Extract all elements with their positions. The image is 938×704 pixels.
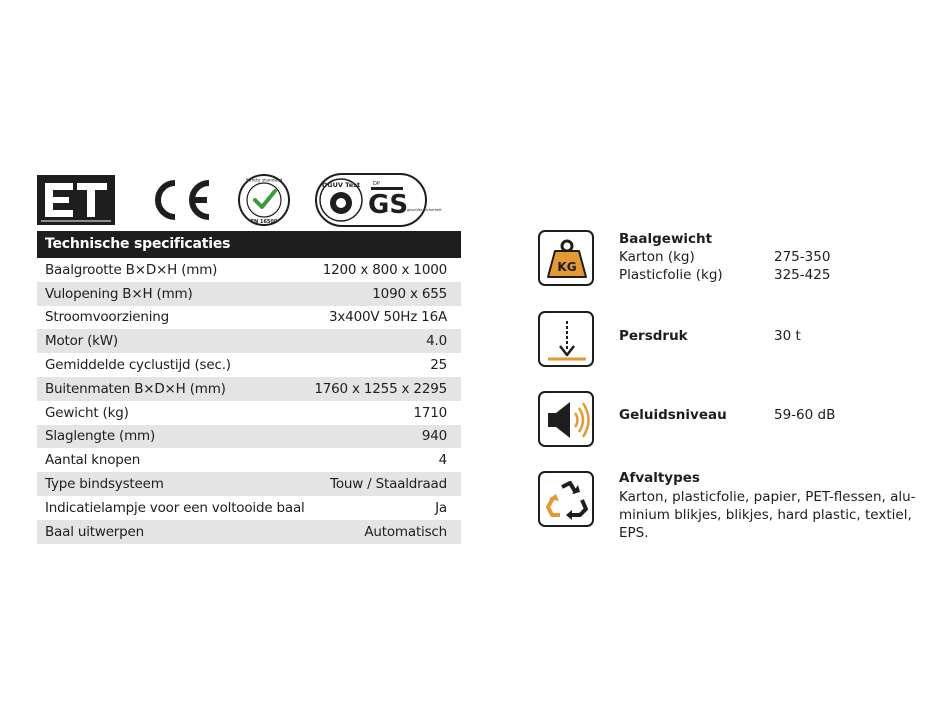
bale-weight-label-2: Plasticfolie (kg): [619, 267, 723, 283]
dguv-gs-seal-icon: [315, 173, 442, 227]
noise-title: Geluidsniveau: [619, 407, 727, 423]
weight-icon-text: KG: [557, 260, 577, 274]
spec-label: Gemiddelde cyclustijd (sec.): [45, 357, 231, 374]
table-row: [37, 520, 461, 544]
recycle-icon: [538, 471, 594, 527]
spec-label: Motor (kW): [45, 333, 119, 350]
dguv-text: DGUV Test: [321, 181, 361, 189]
press-title: Persdruk: [619, 328, 688, 344]
bale-weight-value-1: 275-350: [774, 249, 831, 265]
press-value: 30 t: [774, 328, 801, 344]
waste-title: Afvaltypes: [619, 470, 700, 486]
spec-value: Touw / Staaldraad: [330, 476, 447, 493]
table-row: [37, 306, 461, 330]
table-row: [37, 496, 461, 520]
table-row: [37, 448, 461, 472]
gs-text: GS: [368, 190, 409, 220]
spec-label: Slaglengte (mm): [45, 428, 156, 445]
spec-value: 1090 x 655: [372, 285, 447, 302]
et-logo-icon: [37, 175, 115, 225]
table-row: [37, 377, 461, 401]
safety-seal-bottom-text: EN 16500: [250, 219, 278, 225]
certification-logos: [37, 173, 467, 228]
spec-label: Buitenmaten B×D×H (mm): [45, 380, 226, 397]
spec-value: Automatisch: [364, 523, 447, 540]
bale-weight-label-1: Karton (kg): [619, 249, 695, 265]
noise-value: 59-60 dB: [774, 407, 836, 423]
spec-label: Stroomvoorziening: [45, 309, 170, 326]
spec-rows: [37, 258, 461, 544]
spec-label: Baal uitwerpen: [45, 523, 144, 540]
waste-text-line-2: minium blikjes, blikjes, hard plastic, textiel, EPS.: [619, 507, 912, 541]
bale-weight-value-2: 325-425: [774, 267, 831, 283]
speaker-icon: [538, 391, 594, 447]
spec-label: Vulopening B×H (mm): [45, 285, 193, 302]
table-row: [37, 425, 461, 449]
spec-value: 940: [421, 428, 447, 445]
safety-seal-top-text: Safety standard: [245, 178, 283, 184]
spec-value: 4: [438, 452, 447, 469]
spec-value: 4.0: [426, 333, 447, 350]
table-row: [37, 329, 461, 353]
table-row: [37, 282, 461, 306]
table-row: [37, 472, 461, 496]
dguv-dp-text: DP: [373, 181, 380, 187]
spec-label: Type bindsysteem: [45, 476, 164, 493]
gs-sub-text: geprüfte Sicherheit: [407, 208, 442, 212]
spec-table-title: Technische specificaties: [37, 231, 461, 258]
safety-standard-seal-icon: [237, 173, 291, 227]
spec-value: 1710: [413, 404, 447, 421]
spec-value: 1760 x 1255 x 2295: [314, 380, 447, 397]
bale-weight-title: Baalgewicht: [619, 231, 713, 247]
table-row: [37, 353, 461, 377]
spec-table: [37, 231, 461, 544]
weight-kg-icon: [538, 230, 594, 286]
waste-text-line-1: Karton, plasticfolie, papier, PET-flessen, alu-: [619, 489, 916, 505]
spec-label: Gewicht (kg): [45, 404, 129, 421]
press-down-icon: [538, 311, 594, 367]
spec-value: 1200 x 800 x 1000: [322, 261, 447, 278]
spec-label: Indicatielampje voor een voltooide baal: [45, 499, 305, 516]
spec-label: Baalgrootte B×D×H (mm): [45, 261, 218, 278]
ce-mark-icon: [147, 177, 213, 223]
spec-value: Ja: [435, 499, 447, 516]
table-row: [37, 258, 461, 282]
spec-value: 3x400V 50Hz 16A: [329, 309, 447, 326]
spec-label: Aantal knopen: [45, 452, 141, 469]
spec-value: 25: [430, 357, 447, 374]
table-row: [37, 401, 461, 425]
